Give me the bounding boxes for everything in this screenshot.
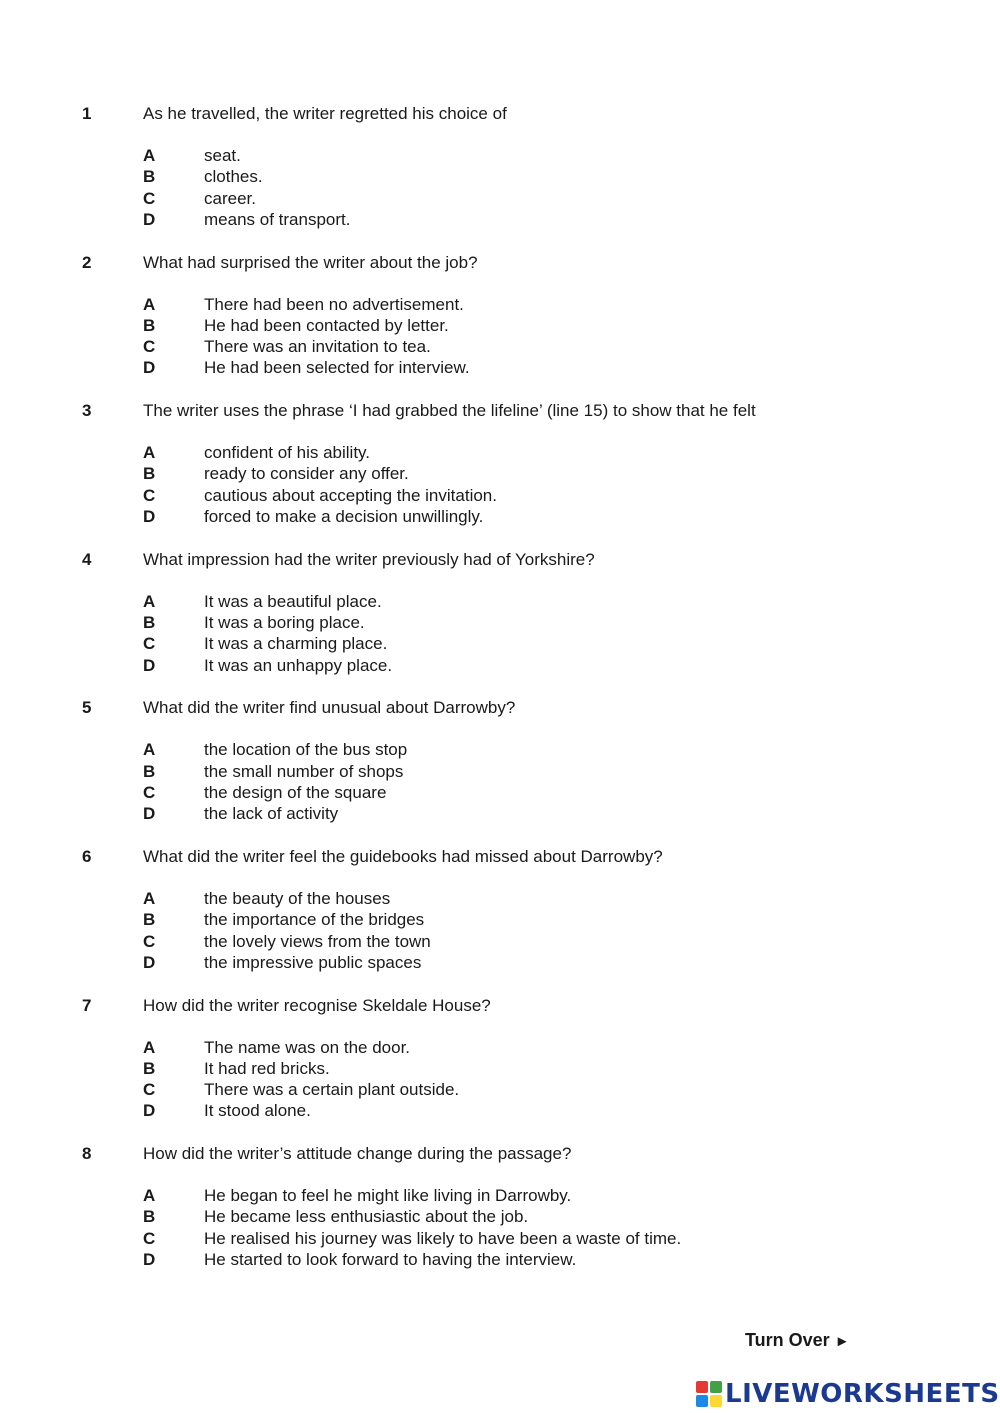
option-c [0, 486, 1000, 507]
option-letter: C [143, 485, 156, 505]
option-text: He began to feel he might like living in Darrowby. [204, 1186, 572, 1206]
option-d [0, 1250, 1000, 1271]
option-text: the lovely views from the town [204, 931, 431, 951]
option-b [0, 464, 1000, 485]
option-text: forced to make a decision unwillingly. [204, 507, 484, 527]
question-text: What did the writer feel the guidebooks had missed about Darrowby? [143, 847, 663, 866]
question-text: What had surprised the writer about the job? [143, 252, 478, 272]
option-d [0, 1101, 1000, 1122]
option-text: He realised his journey was likely to have been a waste of time. [204, 1228, 682, 1248]
option-d [0, 953, 1000, 974]
answer-options [0, 146, 1000, 231]
option-a [0, 146, 1000, 167]
turn-over-text: Turn Over [745, 1330, 830, 1350]
option-text: He had been selected for interview. [204, 358, 470, 378]
option-text: the importance of the bridges [204, 910, 425, 930]
option-d [0, 210, 1000, 231]
option-text: the design of the square [204, 782, 387, 802]
answer-options [0, 443, 1000, 528]
liveworksheets-watermark [696, 1377, 1000, 1411]
option-text: He had been contacted by letter. [204, 315, 449, 335]
option-text: There had been no advertisement. [204, 294, 464, 314]
option-b [0, 613, 1000, 634]
question-text: What impression had the writer previously had of Yorkshire? [143, 549, 595, 569]
answer-options [0, 295, 1000, 380]
question-text: As he travelled, the writer regretted his choice of [143, 104, 507, 123]
option-text: He became less enthusiastic about the job. [204, 1207, 529, 1227]
option-text: It was a beautiful place. [204, 591, 382, 611]
answer-options [0, 889, 1000, 974]
option-letter: A [143, 443, 156, 463]
right-arrow-icon: ► [834, 1333, 850, 1350]
option-text: clothes. [204, 167, 263, 187]
answer-options [0, 1186, 1000, 1271]
option-text: the impressive public spaces [204, 952, 422, 972]
option-d [0, 656, 1000, 677]
option-a [0, 443, 1000, 464]
question-number: 7 [82, 995, 92, 1015]
option-text: It had red bricks. [204, 1058, 330, 1078]
option-letter: C [143, 931, 156, 951]
option-text: There was a certain plant outside. [204, 1080, 460, 1100]
option-text: means of transport. [204, 209, 351, 229]
logo-tile [710, 1381, 722, 1393]
option-text: the beauty of the houses [204, 889, 391, 908]
option-b [0, 910, 1000, 931]
option-c [0, 634, 1000, 655]
option-letter: A [143, 294, 156, 314]
option-b [0, 1207, 1000, 1228]
option-letter: A [143, 146, 156, 165]
option-letter: B [143, 910, 156, 930]
option-text: It was a boring place. [204, 613, 365, 633]
option-letter: D [143, 358, 156, 378]
option-letter: C [143, 188, 156, 208]
option-letter: A [143, 1186, 156, 1206]
question-number: 1 [82, 104, 92, 123]
option-letter: C [143, 1228, 156, 1248]
option-c [0, 1080, 1000, 1101]
option-text: the location of the bus stop [204, 740, 408, 760]
option-letter: B [143, 315, 156, 335]
option-a [0, 889, 1000, 910]
option-letter: D [143, 209, 156, 229]
option-letter: D [143, 507, 156, 527]
option-text: career. [204, 188, 256, 208]
option-letter: A [143, 591, 156, 611]
option-c [0, 783, 1000, 804]
logo-tile [696, 1395, 708, 1407]
option-letter: C [143, 634, 156, 654]
option-text: It was a charming place. [204, 634, 388, 654]
turn-over-label [745, 1330, 850, 1351]
option-text: It was an unhappy place. [204, 655, 393, 675]
option-d [0, 358, 1000, 379]
option-text: The name was on the door. [204, 1037, 411, 1057]
option-letter: B [143, 761, 156, 781]
question-number: 6 [82, 847, 92, 866]
option-b [0, 167, 1000, 188]
option-a [0, 740, 1000, 761]
option-c [0, 1229, 1000, 1250]
option-letter: A [143, 740, 156, 760]
option-a [0, 295, 1000, 316]
option-letter: B [143, 464, 156, 484]
option-d [0, 804, 1000, 825]
watermark-text: LIVEWORKSHEETS [725, 1379, 1000, 1409]
option-letter: D [143, 1101, 156, 1121]
option-c [0, 189, 1000, 210]
option-c [0, 932, 1000, 953]
option-letter: B [143, 1058, 156, 1078]
option-letter: B [143, 1207, 156, 1227]
option-text: confident of his ability. [204, 443, 370, 463]
option-text: It stood alone. [204, 1101, 311, 1121]
option-a [0, 1038, 1000, 1059]
option-a [0, 1186, 1000, 1207]
option-b [0, 316, 1000, 337]
option-b [0, 1059, 1000, 1080]
logo-tile [710, 1395, 722, 1407]
option-letter: C [143, 337, 156, 357]
option-letter: D [143, 655, 156, 675]
question-text: How did the writer’s attitude change during the passage? [143, 1144, 572, 1164]
option-b [0, 762, 1000, 783]
question-number: 5 [82, 698, 92, 718]
option-text: the small number of shops [204, 761, 404, 781]
option-letter: A [143, 1037, 156, 1057]
option-letter: D [143, 1250, 156, 1270]
logo-tile [696, 1381, 708, 1393]
question-number: 4 [82, 549, 92, 569]
option-text: the lack of activity [204, 804, 339, 824]
option-text: He started to look forward to having the interview. [204, 1250, 577, 1270]
question-text: The writer uses the phrase ‘I had grabbed the lifeline’ (line 15) to show that he felt [143, 401, 756, 421]
answer-options [0, 1038, 1000, 1123]
option-letter: C [143, 782, 156, 802]
option-letter: D [143, 804, 156, 824]
question-text: How did the writer recognise Skeldale House? [143, 995, 491, 1015]
option-d [0, 507, 1000, 528]
option-a [0, 592, 1000, 613]
option-letter: C [143, 1080, 156, 1100]
option-letter: D [143, 952, 156, 972]
option-letter: B [143, 613, 156, 633]
question-text: What did the writer find unusual about Darrowby? [143, 698, 516, 718]
option-text: ready to consider any offer. [204, 464, 409, 484]
answer-options [0, 592, 1000, 677]
liveworksheets-logo-icon [696, 1381, 722, 1407]
question-number: 8 [82, 1144, 92, 1164]
option-c [0, 337, 1000, 358]
option-text: seat. [204, 146, 241, 165]
option-letter: A [143, 889, 156, 908]
answer-options [0, 740, 1000, 825]
option-letter: B [143, 167, 156, 187]
question-number: 3 [82, 401, 92, 421]
option-text: cautious about accepting the invitation. [204, 485, 497, 505]
question-number: 2 [82, 252, 92, 272]
option-text: There was an invitation to tea. [204, 337, 431, 357]
